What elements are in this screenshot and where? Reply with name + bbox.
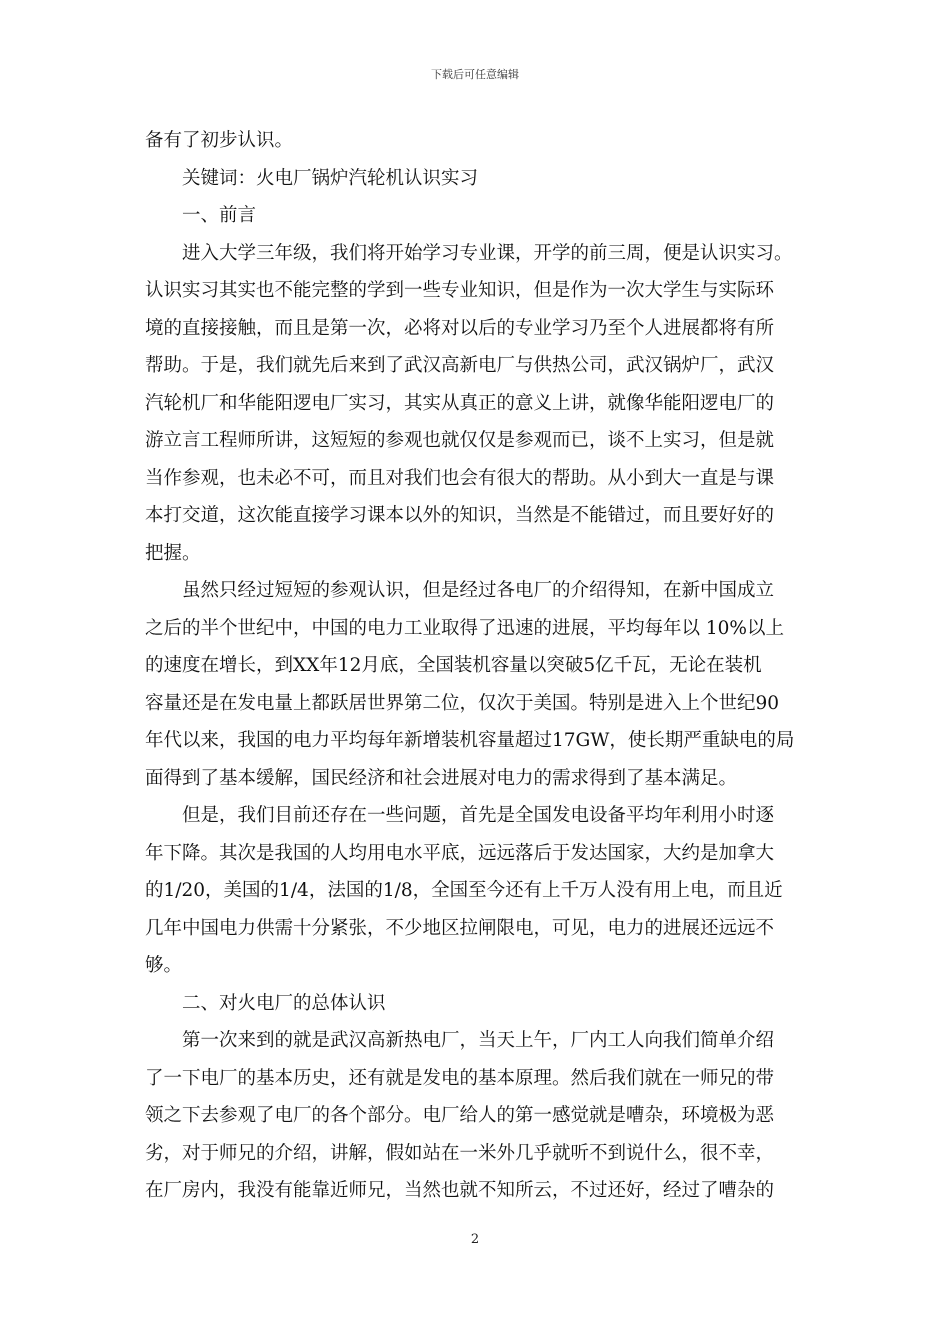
text-line: 本打交道，这次能直接学习课本以外的知识，当然是不能错过，而且要好好的: [145, 505, 775, 526]
text-line: 之后的半个世纪中，中国的电力工业取得了迅速的进展，平均每年以 10%以上: [145, 617, 785, 639]
page-header: 下载后可任意编辑: [431, 68, 519, 81]
text-line: 劣，对于师兄的介绍，讲解，假如站在一米外几乎就听不到说什么，很不幸，: [145, 1142, 775, 1164]
text-line: 帮助。于是，我们就先后来到了武汉高新电厂与供热公司，武汉锅炉厂，武汉: [145, 355, 775, 376]
text-line: 二、对火电厂的总体认识: [182, 992, 386, 1014]
text-line: 年代以来，我国的电力平均每年新增装机容量超过17GW，使长期严重缺电的局: [145, 730, 795, 751]
text-line: 进入大学三年级，我们将开始学习专业课，开学的前三周，便是认识实习。: [182, 242, 793, 264]
text-line: 把握。: [145, 542, 201, 564]
text-line: 容量还是在发电量上都跃居世界第二位，仅次于美国。特别是进入上个世纪90: [145, 692, 780, 714]
text-line: 领之下去参观了电厂的各个部分。电厂给人的第一感觉就是嘈杂，环境极为恶: [145, 1105, 775, 1126]
text-line: 虽然只经过短短的参观认识，但是经过各电厂的介绍得知，在新中国成立: [182, 580, 775, 601]
text-line: 了一下电厂的基本历史，还有就是发电的基本原理。然后我们就在一师兄的带: [145, 1067, 775, 1089]
text-line: 在厂房内，我没有能靠近师兄，当然也就不知所云，不过还好，经过了嘈杂的: [145, 1180, 775, 1201]
text-line: 的1/20，美国的1/4，法国的1/8，全国至今还有上千万人没有用上电，而且近: [145, 880, 783, 901]
text-line: 年下降。其次是我国的人均用电水平底，远远落后于发达国家，大约是加拿大: [145, 842, 775, 864]
text-line: 备有了初步认识。: [145, 130, 294, 151]
text-line: 关键词：火电厂锅炉汽轮机认识实习: [182, 167, 479, 189]
text-line: 游立言工程师所讲，这短短的参观也就仅仅是参观而已，谈不上实习，但是就: [145, 430, 775, 451]
text-line: 第一次来到的就是武汉高新热电厂，当天上午，厂内工人向我们简单介绍: [182, 1030, 775, 1051]
text-line: 面得到了基本缓解，国民经济和社会进展对电力的需求得到了基本满足。: [145, 767, 738, 789]
document-body: [145, 122, 813, 1210]
text-line: 境的直接接触，而且是第一次，必将对以后的专业学习乃至个人进展都将有所: [145, 317, 775, 339]
text-line: 的速度在增长，到XX年12月底，全国装机容量以突破5亿千瓦，无论在装机: [145, 655, 762, 676]
text-line: 认识实习其实也不能完整的学到一些专业知识，但是作为一次大学生与实际环: [145, 280, 775, 301]
text-line: 够。: [145, 955, 183, 976]
page-number: 2: [470, 1232, 480, 1247]
text-line: 汽轮机厂和华能阳逻电厂实习，其实从真正的意义上讲，就像华能阳逻电厂的: [145, 392, 775, 414]
text-line: 一、前言: [182, 205, 257, 226]
text-line: 但是，我们目前还存在一些问题，首先是全国发电设备平均年利用小时逐: [182, 805, 775, 826]
text-line: 几年中国电力供需十分紧张，不少地区拉闸限电，可见，电力的进展还远远不: [145, 917, 775, 939]
text-line: 当作参观，也未必不可，而且对我们也会有很大的帮助。从小到大一直是与课: [145, 467, 775, 489]
